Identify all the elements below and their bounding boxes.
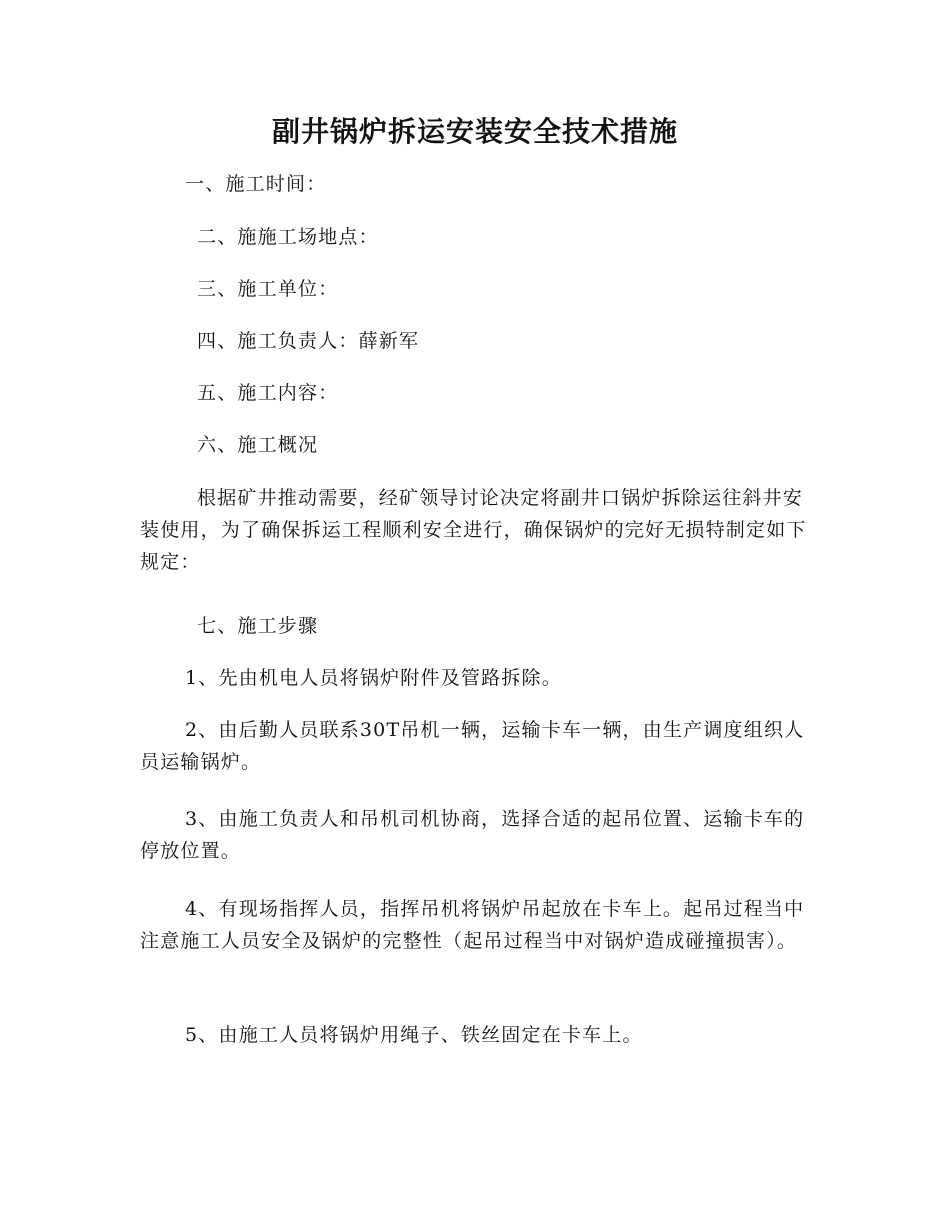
document-title: 副井锅炉拆运安装安全技术措施 <box>271 115 678 148</box>
heading-construction-content: 五、施工内容： <box>197 382 339 404</box>
heading-construction-time: 一、施工时间： <box>185 173 327 195</box>
heading-construction-overview: 六、施工概况 <box>197 434 319 456</box>
step-item: 5、由施工人员将锅炉用绳子、铁丝固定在卡车上。 <box>185 1024 643 1046</box>
step-item: 3、由施工负责人和吊机司机协商，选择合适的起吊位置、运输卡车的停放位置。 <box>140 808 805 862</box>
heading-construction-steps: 七、施工步骤 <box>197 615 319 637</box>
step-item: 1、先由机电人员将锅炉附件及管路拆除。 <box>185 667 562 689</box>
heading-person-in-charge: 四、施工负责人：薛新军 <box>197 330 420 352</box>
overview-paragraph: 根据矿井推动需要，经矿领导讨论决定将副井口锅炉拆除运往斜井安装使用，为了确保拆运工程顺利安全进行，确保锅炉的完好无损特制定如下规定： <box>140 487 807 573</box>
step-item: 4、有现场指挥人员，指挥吊机将锅炉吊起放在卡车上。起吊过程当中注意施工人员安全及锅炉的完整性（起吊过程当中对锅炉造成碰撞损害）。 <box>140 898 805 952</box>
heading-construction-site: 二、施施工场地点： <box>197 226 379 248</box>
heading-construction-unit: 三、施工单位： <box>197 278 339 300</box>
step-item: 2、由后勤人员联系30T吊机一辆，运输卡车一辆，由生产调度组织人员运输锅炉。 <box>140 719 805 773</box>
